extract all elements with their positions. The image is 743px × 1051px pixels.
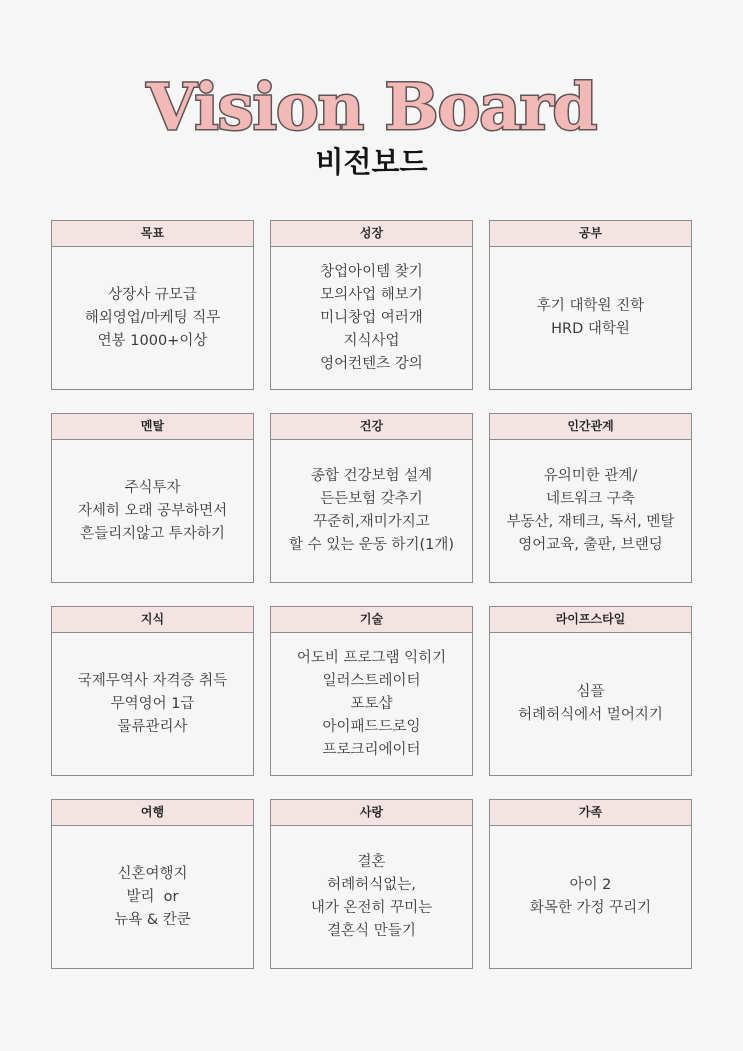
card-line: 심플 [576, 684, 605, 700]
card-line: 후기 대학원 진학 [536, 298, 645, 314]
card-line: 뉴욕 & 칸쿤 [114, 911, 191, 928]
card-line: 허례허식없는, [327, 877, 416, 893]
card-body [271, 633, 472, 775]
card-body [271, 440, 472, 582]
card-line: 포토샵 [350, 695, 393, 712]
card-line: 모의사업 해보기 [320, 286, 423, 303]
card-line: 무역영어 1급 [110, 695, 195, 712]
card-line: 꾸준히,재미가지고 [313, 514, 430, 530]
card-line: 부동산, 재테크, 독서, 멘탈 [506, 514, 675, 530]
card-body [52, 633, 253, 775]
card-line: 지식사업 [343, 332, 400, 349]
card-line: 결혼 [357, 854, 386, 870]
card-body [490, 633, 691, 775]
card-heading: 건강 [271, 414, 472, 440]
card-heading: 인간관계 [490, 414, 691, 440]
card-skills [270, 606, 473, 776]
card-line: 아이 2 [569, 877, 612, 893]
card-heading: 멘탈 [52, 414, 253, 440]
vision-card-grid [51, 220, 693, 969]
card-mental [51, 413, 254, 583]
card-line: 국제무역사 자격증 취득 [77, 672, 228, 689]
card-knowledge [51, 606, 254, 776]
card-health [270, 413, 473, 583]
card-line: 어도비 프로그램 익히기 [296, 649, 447, 666]
card-line: 할 수 있는 운동 하기(1개) [288, 537, 455, 553]
card-line: 미니창업 여러개 [320, 309, 423, 326]
card-heading: 목표 [52, 221, 253, 247]
card-line: 발리 or [126, 888, 179, 905]
card-heading: 기술 [271, 607, 472, 633]
card-line: 든든보험 갖추기 [320, 491, 423, 507]
card-travel [51, 799, 254, 969]
card-line: 내가 온전히 꾸미는 [310, 900, 433, 916]
card-line: 네트워크 구축 [546, 491, 635, 507]
card-line: 흔들리지않고 투자하기 [80, 525, 225, 542]
card-line: 물류관리사 [117, 718, 188, 735]
card-heading: 공부 [490, 221, 691, 247]
card-heading: 라이프스타일 [490, 607, 691, 633]
card-heading: 여행 [52, 800, 253, 826]
card-heading: 성장 [271, 221, 472, 247]
card-line: 허례허식에서 멀어지기 [518, 707, 663, 723]
page-subtitle: 비전보드 [315, 145, 428, 179]
card-body [490, 826, 691, 968]
card-line: 자세히 오래 공부하면서 [77, 502, 228, 519]
card-line: 영어컨텐츠 강의 [320, 355, 423, 372]
card-heading: 가족 [490, 800, 691, 826]
card-study [489, 220, 692, 390]
card-line: 해외영업/마케팅 직무 [84, 309, 221, 326]
card-body [52, 247, 253, 389]
card-line: 프로크리에이터 [322, 741, 421, 758]
card-heading: 지식 [52, 607, 253, 633]
card-line: 창업아이템 찾기 [320, 263, 423, 280]
card-relationships [489, 413, 692, 583]
card-body [52, 826, 253, 968]
card-love [270, 799, 473, 969]
card-body [490, 247, 691, 389]
card-line: HRD 대학원 [551, 321, 630, 337]
card-line: 화목한 가정 꾸리기 [529, 900, 652, 916]
card-line: 연봉 1000+이상 [97, 332, 208, 349]
card-line: 영어교육, 출판, 브랜딩 [518, 537, 663, 553]
card-body [52, 440, 253, 582]
card-line: 종합 건강보험 설계 [310, 468, 433, 484]
card-heading: 사랑 [271, 800, 472, 826]
card-family [489, 799, 692, 969]
card-growth [270, 220, 473, 390]
card-line: 아이패드드로잉 [322, 718, 421, 735]
card-goal [51, 220, 254, 390]
card-body [490, 440, 691, 582]
card-line: 결혼식 만들기 [327, 923, 416, 939]
card-lifestyle [489, 606, 692, 776]
card-body [271, 826, 472, 968]
card-line: 유의미한 관계/ [543, 468, 638, 484]
card-line: 주식투자 [124, 479, 181, 496]
card-line: 상장사 규모급 [108, 286, 197, 303]
page-title: Vision Board [146, 70, 597, 145]
card-line: 일러스트레이터 [322, 672, 421, 689]
card-body [271, 247, 472, 389]
card-line: 신혼여행지 [117, 865, 188, 882]
